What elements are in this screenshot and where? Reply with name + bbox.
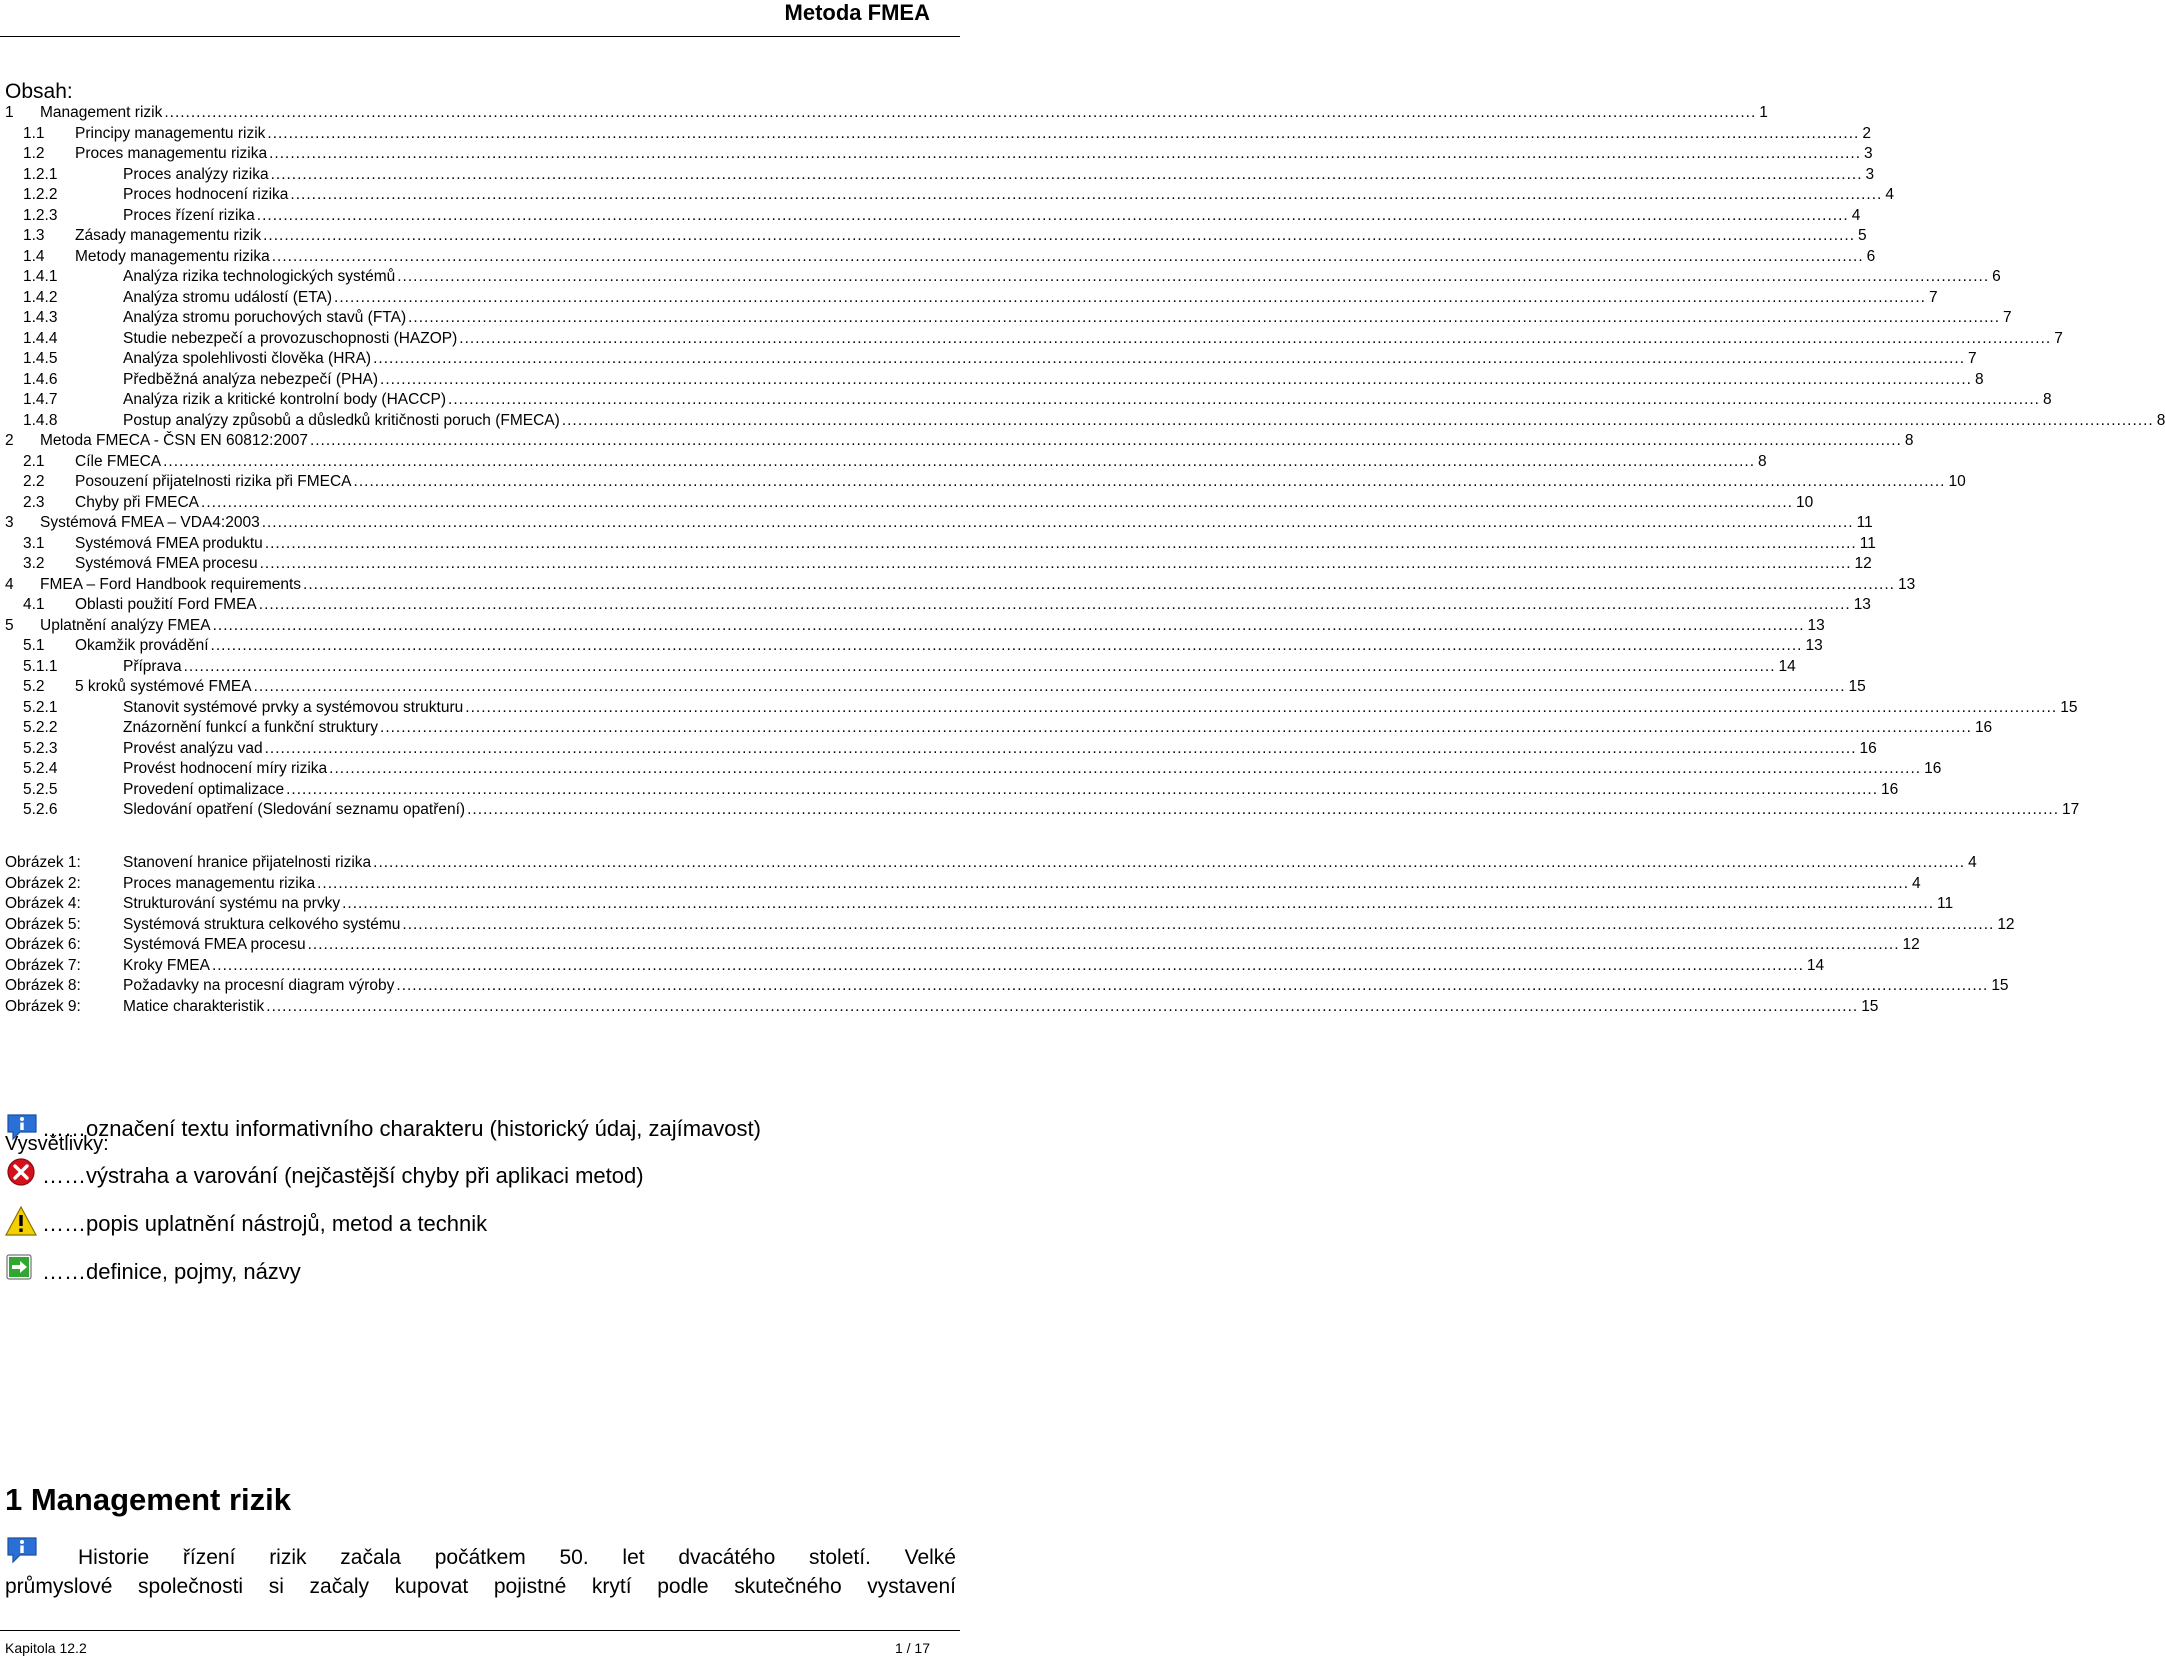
toc-entry[interactable] <box>5 676 1866 697</box>
legend-text: ……popis uplatnění nástrojů, metod a technik <box>42 1211 488 1236</box>
toc-entry[interactable] <box>5 471 1966 492</box>
dot-leader: ............................................................................................................................................................................................................................................................................................................ <box>163 452 1756 470</box>
entry-number: 5.2.4 <box>23 760 58 777</box>
entry-title: Matice charakteristik <box>123 997 265 1015</box>
entry-number: 5.2.1 <box>23 698 58 716</box>
entry-number: 1.3 <box>23 227 45 244</box>
entry-page: 8 <box>1974 370 1984 388</box>
entry-number: 4.1 <box>23 596 45 613</box>
info-icon <box>5 1533 39 1567</box>
toc-entry[interactable] <box>5 758 1942 779</box>
entry-page: 10 <box>1795 493 1814 511</box>
figure-entry[interactable] <box>5 893 1954 914</box>
toc-entry[interactable] <box>5 143 1873 164</box>
toc-entry[interactable] <box>5 430 1914 451</box>
entry-title: Management rizik <box>40 104 163 121</box>
entry-number: 2.1 <box>23 452 45 470</box>
page-header <box>0 0 960 37</box>
entry-title: Stanovení hranice přijatelnosti rizika <box>123 854 372 871</box>
entry-page: 11 <box>1859 534 1876 552</box>
entry-title: Strukturování systému na prvky <box>123 895 341 912</box>
page-number: 1 / 17 <box>894 1640 930 1656</box>
entry-page: 7 <box>2003 309 2012 326</box>
figure-entry[interactable] <box>5 934 1920 955</box>
toc-entry[interactable] <box>5 594 1871 615</box>
entry-title: Znázornění funkcí a funkční struktury <box>123 719 379 736</box>
entry-page: 7 <box>1968 350 1977 367</box>
entry-title: Provést analýzu vad <box>123 739 263 757</box>
toc-entry[interactable] <box>5 553 1872 574</box>
entry-page: 13 <box>1805 637 1823 654</box>
entry-page: 12 <box>1854 555 1872 572</box>
entry-page: 4 <box>1912 874 1921 892</box>
entry-number: 1.2 <box>23 145 45 162</box>
entry-page: 11 <box>1937 895 1954 912</box>
dot-leader: ............................................................................................................................................................................................................................................................................................................ <box>267 124 1860 142</box>
entry-number: Obrázek 4: <box>5 895 81 912</box>
entry-number: Obrázek 9: <box>5 997 81 1015</box>
legend-title: Vysvětlivky: <box>5 1133 109 1155</box>
entry-title: Systémová FMEA procesu <box>123 936 306 953</box>
dot-leader: ............................................................................................................................................................................................................................................................................................................ <box>211 956 1804 974</box>
entry-title: Provedení optimalizace <box>123 780 285 798</box>
legend-text: ……výstraha a varování (nejčastější chyby při aplikaci metod) <box>42 1163 644 1188</box>
entry-page: 13 <box>1853 596 1871 613</box>
dot-leader: ............................................................................................................................................................................................................................................................................................................ <box>210 637 1803 654</box>
entry-title: Proces analýzy rizika <box>123 165 269 183</box>
entry-title: 5 kroků systémové FMEA <box>75 678 252 695</box>
entry-number: 1 <box>5 104 14 121</box>
entry-title: Principy managementu rizik <box>75 124 266 142</box>
entry-number: 1.4.4 <box>23 329 58 347</box>
entry-title: Předběžná analýza nebezpečí (PHA) <box>123 370 379 388</box>
dot-leader: ............................................................................................................................................................................................................................................................................................................ <box>253 678 1846 695</box>
entry-title: Analýza rizik a kritické kontrolní body (HACCP) <box>123 391 447 408</box>
toc-entry[interactable] <box>5 369 1984 390</box>
entry-number: 1.4.3 <box>23 309 58 326</box>
entry-title: Systémová FMEA procesu <box>75 555 258 572</box>
entry-number: 5.2.2 <box>23 719 58 736</box>
entry-page: 16 <box>1924 760 1942 777</box>
entry-number: 1.4.5 <box>23 350 58 367</box>
entry-title: Metoda FMECA - ČSN EN 60812:2007 <box>40 432 308 449</box>
toc-entry[interactable] <box>5 123 1871 144</box>
entry-number: 1.4.1 <box>23 268 58 285</box>
dot-leader: ............................................................................................................................................................................................................................................................................................................ <box>212 616 1805 634</box>
figure-entry[interactable] <box>5 873 1921 894</box>
entry-page: 4 <box>1885 186 1894 203</box>
entry-title: Systémová FMEA – VDA4:2003 <box>40 514 260 531</box>
entry-number: 5.2.3 <box>23 739 58 757</box>
dot-leader: ............................................................................................................................................................................................................................................................................................................ <box>309 432 1902 449</box>
entry-number: Obrázek 8: <box>5 977 81 994</box>
toc-entry[interactable] <box>5 328 2063 349</box>
entry-number: 3.1 <box>23 534 45 552</box>
entry-number: 2 <box>5 432 14 449</box>
entry-page: 11 <box>1856 514 1873 531</box>
entry-number: Obrázek 2: <box>5 874 81 892</box>
dot-leader: ............................................................................................................................................................................................................................................................................................................ <box>373 350 1966 367</box>
entry-number: 1.4.6 <box>23 370 58 388</box>
paragraph-line: Historie řízení rizik začala počátkem 50. let dvacátého století. Velké <box>78 1546 956 1569</box>
entry-page: 7 <box>1928 288 1938 306</box>
toc-entry[interactable] <box>5 779 1899 800</box>
document-title: Metoda FMEA <box>784 0 930 25</box>
entry-number: 4 <box>5 575 14 593</box>
entry-page: 15 <box>2060 698 2078 716</box>
entry-page: 4 <box>1968 854 1977 871</box>
entry-page: 1 <box>1759 104 1768 121</box>
figure-entry[interactable] <box>5 975 2009 996</box>
entry-page: 15 <box>1848 678 1866 695</box>
entry-number: Obrázek 6: <box>5 936 81 953</box>
entry-title: Oblasti použití Ford FMEA <box>75 596 257 613</box>
legend-item-definition <box>5 1253 905 1293</box>
entry-page: 6 <box>1992 268 2001 285</box>
entry-number: 1.1 <box>23 124 45 142</box>
entry-number: 5.2 <box>23 678 45 695</box>
entry-page: 13 <box>1807 616 1825 634</box>
dot-leader: ............................................................................................................................................................................................................................................................................................................ <box>286 780 1879 798</box>
dot-leader: ............................................................................................................................................................................................................................................................................................................ <box>467 801 2059 818</box>
entry-title: Systémová struktura celkového systému <box>123 915 401 933</box>
entry-title: Požadavky na procesní diagram výroby <box>123 977 395 994</box>
dot-leader: ............................................................................................................................................................................................................................................................................................................ <box>448 391 2040 408</box>
entry-page: 3 <box>1864 145 1873 162</box>
error-icon <box>5 1157 39 1191</box>
paragraph-line: průmyslové společnosti si začaly kupovat pojistné krytí podle skutečného vystavení <box>5 1575 956 1598</box>
entry-title: Příprava <box>123 657 182 675</box>
entry-title: Zásady managementu rizik <box>75 227 262 244</box>
dot-leader: ............................................................................................................................................................................................................................................................................................................ <box>270 165 1863 183</box>
entry-page: 12 <box>1997 915 2015 933</box>
toc-entry[interactable] <box>5 410 2165 431</box>
entry-title: Sledování opatření (Sledování seznamu opatření) <box>123 801 466 818</box>
entry-number: 5.2.6 <box>23 801 58 818</box>
entry-page: 14 <box>1778 657 1796 675</box>
legend-item-warning <box>5 1205 905 1245</box>
dot-leader: ............................................................................................................................................................................................................................................................................................................ <box>303 575 1895 593</box>
dot-leader: ............................................................................................................................................................................................................................................................................................................ <box>373 854 1966 871</box>
entry-title: Systémová FMEA produktu <box>75 534 263 552</box>
dot-leader: ............................................................................................................................................................................................................................................................................................................ <box>402 915 1995 933</box>
arrow-right-icon <box>5 1253 39 1287</box>
entry-number: 3 <box>5 514 14 531</box>
dot-leader: ............................................................................................................................................................................................................................................................................................................ <box>261 514 1854 531</box>
toc-entry[interactable] <box>5 635 1823 656</box>
entry-number: 5 <box>5 616 14 634</box>
dot-leader: ............................................................................................................................................................................................................................................................................................................ <box>465 698 2058 716</box>
dot-leader: ............................................................................................................................................................................................................................................................................................................ <box>459 329 2052 347</box>
entry-page: 2 <box>1862 124 1871 142</box>
entry-title: Stanovit systémové prvky a systémovou strukturu <box>123 698 464 716</box>
entry-page: 5 <box>1858 227 1867 244</box>
entry-page: 4 <box>1851 206 1861 224</box>
entry-number: 1.4.2 <box>23 288 58 306</box>
dot-leader: ............................................................................................................................................................................................................................................................................................................ <box>258 596 1851 613</box>
legend-item-error <box>5 1157 905 1197</box>
entry-title: Studie nebezpečí a provozuschopnosti (HAZOP) <box>123 329 458 347</box>
toc-entry[interactable] <box>5 697 2078 718</box>
dot-leader: ............................................................................................................................................................................................................................................................................................................ <box>256 206 1849 224</box>
dot-leader: ............................................................................................................................................................................................................................................................................................................ <box>164 104 1757 121</box>
dot-leader: ............................................................................................................................................................................................................................................................................................................ <box>342 895 1935 912</box>
toc-entry[interactable] <box>5 102 1768 123</box>
figure-entry[interactable] <box>5 852 1977 873</box>
dot-leader: ............................................................................................................................................................................................................................................................................................................ <box>380 719 1972 736</box>
entry-number: 2.2 <box>23 473 45 490</box>
dot-leader: ............................................................................................................................................................................................................................................................................................................ <box>307 936 1900 953</box>
dot-leader: ............................................................................................................................................................................................................................................................................................................ <box>266 997 1859 1015</box>
entry-page: 14 <box>1806 956 1825 974</box>
entry-number: Obrázek 7: <box>5 956 81 974</box>
entry-title: Analýza stromu poruchových stavů (FTA) <box>123 309 407 326</box>
dot-leader: ............................................................................................................................................................................................................................................................................................................ <box>271 247 1864 265</box>
entry-page: 15 <box>1861 997 1879 1015</box>
toc-entry[interactable] <box>5 738 1877 759</box>
toc-entry[interactable] <box>5 164 1875 185</box>
dot-leader: ............................................................................................................................................................................................................................................................................................................ <box>201 493 1793 511</box>
toc-entry[interactable] <box>5 492 1814 513</box>
entry-title: Analýza rizika technologických systémů <box>123 268 396 285</box>
legend-item-info <box>5 1110 905 1150</box>
dot-leader: ............................................................................................................................................................................................................................................................................................................ <box>380 370 1972 388</box>
legend-text: ……definice, pojmy, názvy <box>42 1259 301 1284</box>
toc-entry[interactable] <box>5 615 1825 636</box>
toc-entry[interactable] <box>5 451 1767 472</box>
toc-entry[interactable] <box>5 246 1876 267</box>
entry-title: Proces managementu rizika <box>75 145 268 162</box>
entry-page: 16 <box>1974 719 1993 736</box>
entry-page: 8 <box>1904 432 1914 449</box>
entry-number: 5.1.1 <box>23 657 58 675</box>
entry-number: 5.2.5 <box>23 780 58 798</box>
entry-page: 7 <box>2054 329 2063 347</box>
toc-entry[interactable] <box>5 348 1977 369</box>
dot-leader: ............................................................................................................................................................................................................................................................................................................ <box>269 145 1862 162</box>
toc-entry[interactable] <box>5 184 1894 205</box>
dot-leader: ............................................................................................................................................................................................................................................................................................................ <box>317 874 1910 892</box>
entry-title: Kroky FMEA <box>123 956 210 974</box>
page-footer <box>0 1630 960 1665</box>
dot-leader: ............................................................................................................................................................................................................................................................................................................ <box>561 411 2154 429</box>
toc-title: Obsah: <box>5 80 73 103</box>
info-icon <box>5 1110 39 1144</box>
toc-entry[interactable] <box>5 533 1876 554</box>
entry-number: 1.4.8 <box>23 411 58 429</box>
toc-entry[interactable] <box>5 717 1993 738</box>
entry-page: 3 <box>1865 165 1875 183</box>
entry-number: 5.1 <box>23 637 45 654</box>
dot-leader: ............................................................................................................................................................................................................................................................................................................ <box>408 309 2001 326</box>
entry-page: 16 <box>1881 780 1899 798</box>
entry-title: FMEA – Ford Handbook requirements <box>40 575 302 593</box>
entry-number: 1.2.3 <box>23 206 58 224</box>
toc-entry[interactable] <box>5 307 2012 328</box>
dot-leader: ............................................................................................................................................................................................................................................................................................................ <box>263 227 1856 244</box>
chapter-label: Kapitola 12.2 <box>5 1640 87 1656</box>
entry-number: Obrázek 1: <box>5 854 81 871</box>
warning-icon <box>5 1205 39 1239</box>
figure-entry[interactable] <box>5 996 1879 1017</box>
entry-title: Analýza spolehlivosti člověka (HRA) <box>123 350 372 367</box>
entry-page: 13 <box>1897 575 1916 593</box>
entry-title: Proces řízení rizika <box>123 206 255 224</box>
entry-page: 8 <box>1758 452 1767 470</box>
dot-leader: ............................................................................................................................................................................................................................................................................................................ <box>183 657 1776 675</box>
entry-number: Obrázek 5: <box>5 915 81 933</box>
toc-entry[interactable] <box>5 512 1873 533</box>
entry-page: 16 <box>1859 739 1877 757</box>
toc-entry[interactable] <box>5 266 2001 287</box>
entry-number: 1.4.7 <box>23 391 58 408</box>
entry-number: 1.2.1 <box>23 165 58 183</box>
entry-page: 6 <box>1866 247 1876 265</box>
dot-leader: ............................................................................................................................................................................................................................................................................................................ <box>334 288 1926 306</box>
entry-number: 3.2 <box>23 555 45 572</box>
toc-entry[interactable] <box>5 287 1938 308</box>
dot-leader: ............................................................................................................................................................................................................................................................................................................ <box>353 473 1946 490</box>
entry-title: Uplatnění analýzy FMEA <box>40 616 211 634</box>
entry-number: 2.3 <box>23 493 45 511</box>
section-heading: 1 Management rizik <box>5 1482 291 1517</box>
dot-leader: ............................................................................................................................................................................................................................................................................................................ <box>290 186 1883 203</box>
dot-leader: ............................................................................................................................................................................................................................................................................................................ <box>397 268 1990 285</box>
entry-title: Cíle FMECA <box>75 452 162 470</box>
toc-entry[interactable] <box>5 799 2080 820</box>
figure-entry[interactable] <box>5 914 2015 935</box>
legend-text: ……označení textu informativního charakteru (historický údaj, zajímavost) <box>42 1116 761 1141</box>
dot-leader: ............................................................................................................................................................................................................................................................................................................ <box>396 977 1989 994</box>
entry-page: 12 <box>1902 936 1920 953</box>
entry-page: 10 <box>1948 473 1966 490</box>
toc-entry[interactable] <box>5 205 1861 226</box>
entry-page: 15 <box>1991 977 2009 994</box>
entry-title: Okamžik provádění <box>75 637 209 654</box>
entry-number: 1.2.2 <box>23 186 58 203</box>
figure-entry[interactable] <box>5 955 1825 976</box>
entry-title: Chyby při FMECA <box>75 493 200 511</box>
toc-entry[interactable] <box>5 574 1916 595</box>
dot-leader: ............................................................................................................................................................................................................................................................................................................ <box>264 739 1857 757</box>
entry-title: Analýza stromu událostí (ETA) <box>123 288 333 306</box>
entry-title: Postup analýzy způsobů a důsledků kritičnosti poruch (FMECA) <box>123 411 560 429</box>
toc-entry[interactable] <box>5 656 1796 677</box>
entry-page: 17 <box>2062 801 2080 818</box>
dot-leader: ............................................................................................................................................................................................................................................................................................................ <box>259 555 1852 572</box>
dot-leader: ............................................................................................................................................................................................................................................................................................................ <box>329 760 1922 777</box>
entry-page: 8 <box>2042 391 2052 408</box>
entry-title: Metody managementu rizika <box>75 247 270 265</box>
entry-page: 8 <box>2156 411 2165 429</box>
entry-title: Proces hodnocení rizika <box>123 186 289 203</box>
entry-title: Provést hodnocení míry rizika <box>123 760 328 777</box>
dot-leader: ............................................................................................................................................................................................................................................................................................................ <box>264 534 1857 552</box>
entry-title: Proces managementu rizika <box>123 874 316 892</box>
entry-number: 1.4 <box>23 247 45 265</box>
toc-entry[interactable] <box>5 225 1867 246</box>
toc-entry[interactable] <box>5 389 2052 410</box>
entry-title: Posouzení přijatelnosti rizika při FMECA <box>75 473 352 490</box>
